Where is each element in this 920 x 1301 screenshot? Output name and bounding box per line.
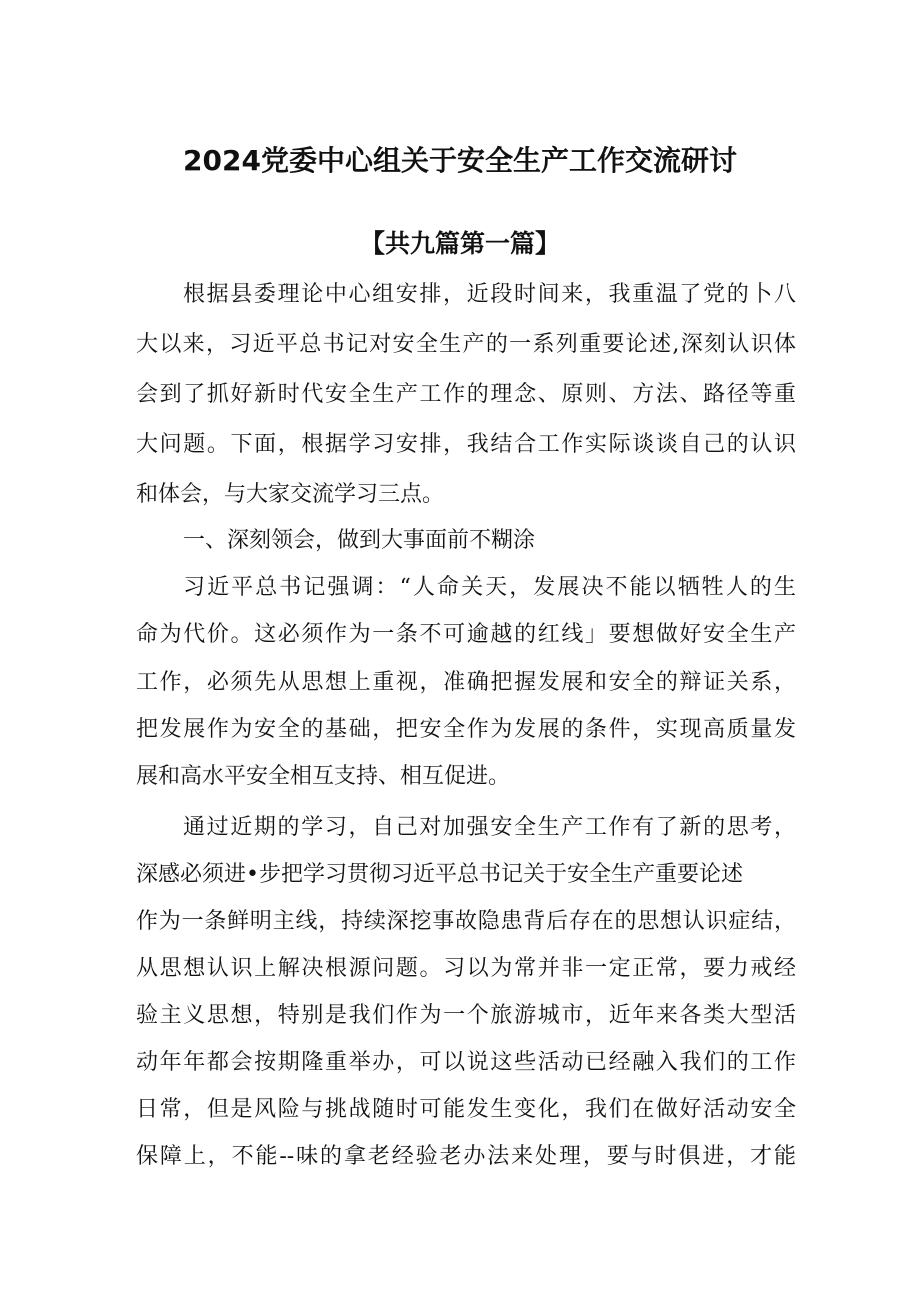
document-subtitle: 【共九篇第一篇】	[359, 229, 560, 258]
paragraph-line: 通过近期的学习，自己对加强安全生产工作有了新的思考，	[183, 815, 796, 840]
paragraph-line: 动年年都会按期隆重举办，可以说这些活动已经融入我们的工作	[136, 1050, 796, 1075]
paragraph-line: 大问题。下面，根据学习安排，我结合工作实际谈谈自己的认识	[136, 432, 796, 457]
paragraph-line: 工作，必须先从思想上重视，准确把握发展和安全的辩证关系，	[136, 670, 796, 695]
paragraph-line: 会到了抓好新时代安全生产工作的理念、原则、方法、路径等重	[136, 382, 796, 407]
paragraph-line: 保障上，不能--味的拿老经验老办法来处理，要与时俱进，才能	[136, 1144, 796, 1169]
paragraph-line: 命为代价。这必须作为一条不可逾越的红线」要想做好安全生产	[136, 622, 796, 647]
paragraph-line: 验主义思想，特别是我们作为一个旅游城市，近年来各类大型活	[136, 1003, 796, 1028]
paragraph-line: 把发展作为安全的基础，把安全作为发展的条件，实现高质量发	[136, 717, 796, 742]
paragraph-line: 根据县委理论中心组安排，近段时间来，我重温了党的卜八	[183, 282, 796, 307]
section-heading: 一、深刻领会，做到大事面前不糊涂	[183, 528, 536, 553]
paragraph-line: 大以来，习近平总书记对安全生产的一系列重要论述,深刻认识体	[136, 332, 796, 357]
paragraph-line: 展和高水平安全相互支持、相互促进。	[136, 764, 511, 789]
paragraph-line: 作为一条鲜明主线，持续深挖事故隐患背后存在的思想认识症结，	[136, 909, 796, 934]
paragraph-line: 日常，但是风险与挑战随时可能发生变化，我们在做好活动安全	[136, 1097, 796, 1122]
paragraph-line: 习近平总书记强调：“人命关天，发展决不能以牺牲人的生	[183, 575, 796, 600]
paragraph-line: 从思想认识上解决根源问题。习以为常并非一定正常，要力戒经	[136, 956, 796, 981]
paragraph-line: 深感必须进•步把学习贯彻习近平总书记关于安全生产重要论述	[136, 862, 743, 887]
document-title: 2024党委中心组关于安全生产工作交流研讨	[183, 144, 737, 177]
paragraph-line: 和体会，与大家交流学习三点。	[136, 482, 445, 507]
